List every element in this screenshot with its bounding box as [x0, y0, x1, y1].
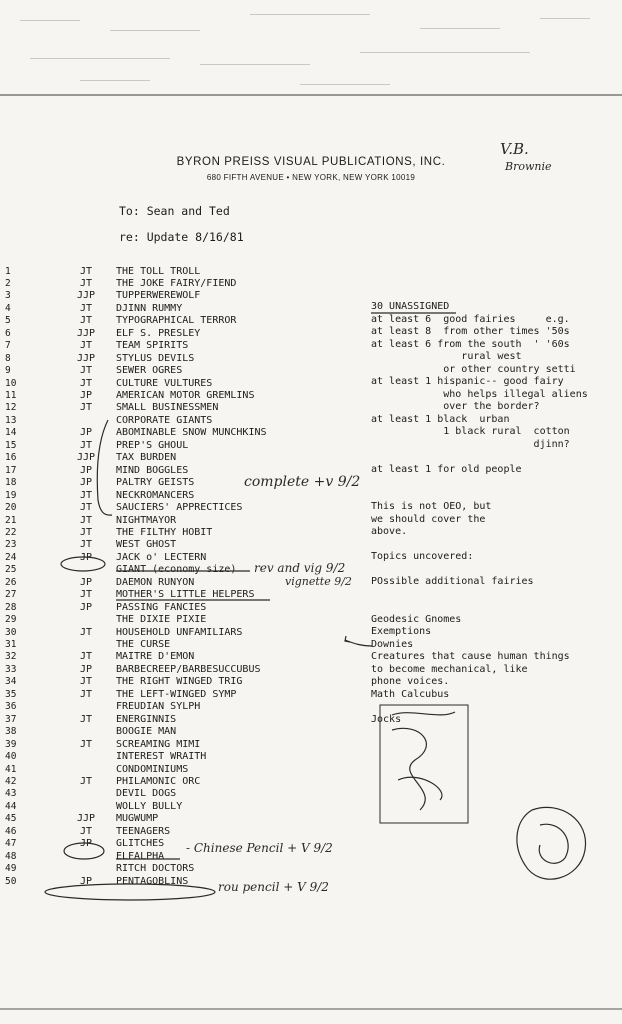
- note-line: above.: [371, 526, 408, 537]
- note-line: Math Calcubus: [371, 688, 450, 700]
- note-line: at least 6 good fairies e.g.: [371, 313, 570, 325]
- item-initials: JP: [79, 390, 93, 401]
- item-number: 15: [5, 439, 17, 451]
- item-number: 39: [5, 738, 17, 750]
- item-title: INTEREST WRAITH: [116, 751, 207, 763]
- item-initials: JP: [79, 601, 93, 613]
- item-initials: JT: [79, 688, 93, 700]
- item-number: 43: [5, 788, 17, 800]
- item-initials: JT: [79, 514, 93, 526]
- item-initials: JT: [79, 539, 93, 551]
- note-line: Jocks: [371, 713, 402, 725]
- item-number: 9: [5, 365, 11, 377]
- item-initials: JT: [79, 825, 93, 837]
- handwritten-note-glitches: - Chinese Pencil + V 9/2: [186, 841, 333, 855]
- note-line: Downies: [371, 638, 414, 650]
- item-title: ENERGINNIS: [116, 713, 177, 725]
- note-line: This is not OEO, but: [371, 501, 492, 512]
- item-initials: JJP: [76, 327, 96, 339]
- item-title: WEST GHOST: [116, 539, 177, 551]
- memo-to: To: Sean and Ted: [119, 204, 230, 218]
- item-initials: JT: [79, 651, 93, 663]
- item-initials: JT: [79, 676, 93, 688]
- item-number: 29: [5, 614, 17, 626]
- item-title: SMALL BUSINESSMEN: [116, 402, 219, 414]
- item-initials: JP: [79, 875, 93, 887]
- item-initials: JT: [79, 402, 93, 414]
- note-line: POssible additional fairies: [371, 576, 534, 587]
- item-title: NECKROMANCERS: [116, 489, 195, 501]
- item-title: TAX BURDEN: [116, 452, 177, 464]
- item-title: PALTRY GEISTS: [116, 477, 195, 489]
- note-line: or other country setti: [371, 363, 576, 375]
- item-number: 27: [5, 589, 17, 601]
- item-title: DJINN RUMMY: [116, 302, 183, 314]
- item-number: 45: [5, 813, 17, 825]
- note-line: djinn?: [371, 438, 570, 450]
- item-title: THE CURSE: [116, 639, 171, 650]
- item-number: 19: [5, 489, 17, 501]
- item-initials: JT: [79, 713, 93, 725]
- item-title: GLITCHES: [116, 838, 165, 850]
- item-title: RITCH DOCTORS: [116, 863, 195, 875]
- item-title: THE DIXIE PIXIE: [116, 614, 207, 626]
- note-line: Exemptions: [371, 626, 432, 637]
- item-initials: JT: [79, 626, 93, 638]
- item-initials: JT: [79, 315, 93, 327]
- note-line: at least 1 for old people: [371, 463, 522, 475]
- item-number: 16: [5, 452, 17, 464]
- item-number: 36: [5, 701, 17, 713]
- note-line: rural west: [371, 351, 522, 362]
- note-line: at least 1 black urban: [371, 413, 510, 425]
- item-number: 18: [5, 477, 17, 489]
- item-number: 40: [5, 751, 17, 763]
- item-number: 25: [5, 564, 17, 576]
- item-number: 2: [5, 277, 11, 289]
- item-title: ELF S. PRESLEY: [116, 327, 201, 339]
- handwritten-note-daemon: vignette 9/2: [285, 575, 352, 588]
- note-line: 1 black rural cotton: [371, 426, 570, 437]
- item-initials: JT: [79, 526, 93, 538]
- item-initials: JT: [79, 340, 93, 352]
- item-initials: JP: [79, 477, 93, 489]
- item-title: TYPOGRAPHICAL TERROR: [116, 315, 237, 327]
- item-number: 42: [5, 775, 17, 787]
- item-title: GIANT (economy size): [116, 564, 237, 576]
- handwritten-note-jack: rev and vig 9/2: [254, 561, 346, 575]
- company-address: 680 FIFTH AVENUE • NEW YORK, NEW YORK 10019: [206, 173, 416, 182]
- note-line: at least 8 from other times '50s: [371, 326, 570, 337]
- item-number: 4: [5, 302, 11, 314]
- item-initials: JT: [79, 489, 93, 501]
- item-title: CONDOMINIUMS: [116, 763, 189, 775]
- item-title: BOOGIE MAN: [116, 726, 177, 738]
- item-title: SEWER OGRES: [116, 365, 183, 377]
- item-initials: JT: [79, 439, 93, 451]
- corner-note-line-1: V.B.: [500, 140, 529, 158]
- item-number: 30: [5, 626, 17, 638]
- item-title: PASSING FANCIES: [116, 601, 207, 613]
- sketch-doodle: [517, 807, 586, 879]
- item-number: 22: [5, 526, 17, 538]
- item-initials: JT: [79, 365, 93, 377]
- item-number: 8: [5, 352, 11, 364]
- item-number: 46: [5, 825, 17, 837]
- item-title: TUPPERWEREWOLF: [116, 290, 201, 302]
- item-title: THE TOLL TROLL: [116, 265, 201, 277]
- item-title: MOTHER'S LITTLE HELPERS: [116, 589, 255, 601]
- item-number: 38: [5, 726, 17, 738]
- item-number: 17: [5, 464, 17, 476]
- bracket-mark: [97, 420, 112, 515]
- memo-re: re: Update 8/16/81: [119, 230, 244, 244]
- item-initials: JP: [79, 663, 93, 675]
- note-line: who helps illegal aliens: [371, 388, 588, 400]
- company-name: BYRON PREISS VISUAL PUBLICATIONS, INC.: [176, 156, 446, 168]
- item-title: TEAM SPIRITS: [116, 340, 189, 352]
- item-number: 1: [5, 265, 11, 277]
- item-title: NIGHTMAYOR: [116, 514, 177, 526]
- item-title: PREP'S GHOUL: [116, 439, 189, 451]
- item-number: 28: [5, 601, 17, 613]
- item-title: MAITRE D'EMON: [116, 651, 195, 663]
- corner-note-line-2: Brownie: [505, 160, 552, 173]
- item-number: 14: [5, 427, 17, 439]
- item-title: STYLUS DEVILS: [116, 352, 195, 364]
- item-initials: JT: [79, 277, 93, 289]
- handwritten-note-pentagoblins: rou pencil + V 9/2: [218, 880, 329, 894]
- item-title: THE FILTHY HOBIT: [116, 526, 213, 538]
- item-initials: JJP: [76, 290, 96, 302]
- item-title: TEENAGERS: [116, 825, 171, 837]
- item-initials: JT: [79, 265, 93, 277]
- item-initials: JP: [79, 427, 93, 439]
- item-title: MIND BOGGLES: [116, 464, 189, 476]
- item-title: JACK o' LECTERN: [116, 551, 207, 563]
- circle-glitches: [64, 843, 104, 859]
- circle-jack: [61, 557, 105, 571]
- item-number: 35: [5, 688, 17, 700]
- circle-pentagoblins: [45, 884, 215, 900]
- note-line: at least 1 hispanic-- good fairy: [371, 376, 564, 387]
- item-number: 11: [5, 390, 17, 401]
- item-initials: JT: [79, 502, 93, 514]
- item-title: SCREAMING MIMI: [116, 738, 201, 750]
- item-title: FREUDIAN SYLPH: [116, 701, 201, 713]
- item-number: 49: [5, 863, 17, 875]
- item-initials: JJP: [76, 813, 96, 825]
- item-title: DAEMON RUNYON: [116, 576, 195, 588]
- item-number: 3: [5, 290, 11, 302]
- item-title: CULTURE VULTURES: [116, 377, 213, 389]
- item-initials: JJP: [76, 352, 96, 364]
- note-line: to become mechanical, like: [371, 663, 528, 675]
- item-number: 24: [5, 551, 17, 563]
- item-number: 26: [5, 576, 17, 588]
- item-number: 50: [5, 875, 17, 887]
- item-initials: JJP: [76, 452, 96, 464]
- item-title: THE JOKE FAIRY/FIEND: [116, 277, 237, 289]
- item-number: 33: [5, 663, 17, 675]
- item-number: 21: [5, 514, 17, 526]
- item-number: 13: [5, 414, 17, 426]
- note-line: we should cover the: [371, 513, 486, 525]
- item-initials: JP: [79, 551, 93, 563]
- item-number: 23: [5, 539, 17, 551]
- item-title: PHILAMONIC ORC: [116, 775, 201, 787]
- handwritten-note-paltry: complete +v 9/2: [244, 474, 361, 490]
- item-title: ELFALPHA: [116, 850, 165, 862]
- item-title: AMERICAN MOTOR GREMLINS: [116, 390, 255, 401]
- note-line: at least 6 from the south ' '60s: [371, 338, 570, 350]
- item-title: DEVIL DOGS: [116, 788, 177, 800]
- item-title: CORPORATE GIANTS: [116, 414, 213, 426]
- item-initials: JT: [79, 377, 93, 389]
- item-initials: JT: [79, 775, 93, 787]
- item-initials: JT: [79, 738, 93, 750]
- item-initials: JT: [79, 302, 93, 314]
- item-title: SAUCIERS' APPRECTICES: [116, 502, 243, 514]
- item-title: THE RIGHT WINGED TRIG: [116, 676, 243, 688]
- item-initials: JP: [79, 576, 93, 588]
- item-title: PENTAGOBLINS: [116, 875, 189, 887]
- item-number: 37: [5, 713, 17, 725]
- note-line: phone voices.: [371, 676, 450, 687]
- item-title: BARBECREEP/BARBESUCCUBUS: [116, 663, 261, 675]
- item-initials: JP: [79, 838, 93, 850]
- item-title: ABOMINABLE SNOW MUNCHKINS: [116, 427, 267, 439]
- item-title: WOLLY BULLY: [116, 800, 183, 812]
- item-number: 41: [5, 763, 17, 775]
- item-number: 6: [5, 327, 11, 339]
- note-line: over the border?: [371, 401, 540, 412]
- note-line: Geodesic Gnomes: [371, 613, 462, 625]
- item-initials: JT: [79, 589, 93, 601]
- item-number: 44: [5, 800, 17, 812]
- item-number: 20: [5, 502, 17, 514]
- item-number: 34: [5, 676, 17, 688]
- note-line: Topics uncovered:: [371, 551, 474, 562]
- item-title: MUGWUMP: [116, 813, 159, 825]
- item-number: 10: [5, 377, 17, 389]
- item-number: 31: [5, 639, 17, 650]
- item-initials: JP: [79, 464, 93, 476]
- item-number: 5: [5, 315, 11, 327]
- item-number: 32: [5, 651, 17, 663]
- item-number: 47: [5, 838, 17, 850]
- item-number: 7: [5, 340, 11, 352]
- note-line: Creatures that cause human things: [371, 651, 570, 662]
- item-number: 12: [5, 402, 17, 414]
- item-title: HOUSEHOLD UNFAMILIARS: [116, 626, 243, 638]
- item-title: THE LEFT-WINGED SYMP: [116, 688, 237, 700]
- item-number: 48: [5, 850, 17, 862]
- note-line: 30 UNASSIGNED: [371, 301, 450, 312]
